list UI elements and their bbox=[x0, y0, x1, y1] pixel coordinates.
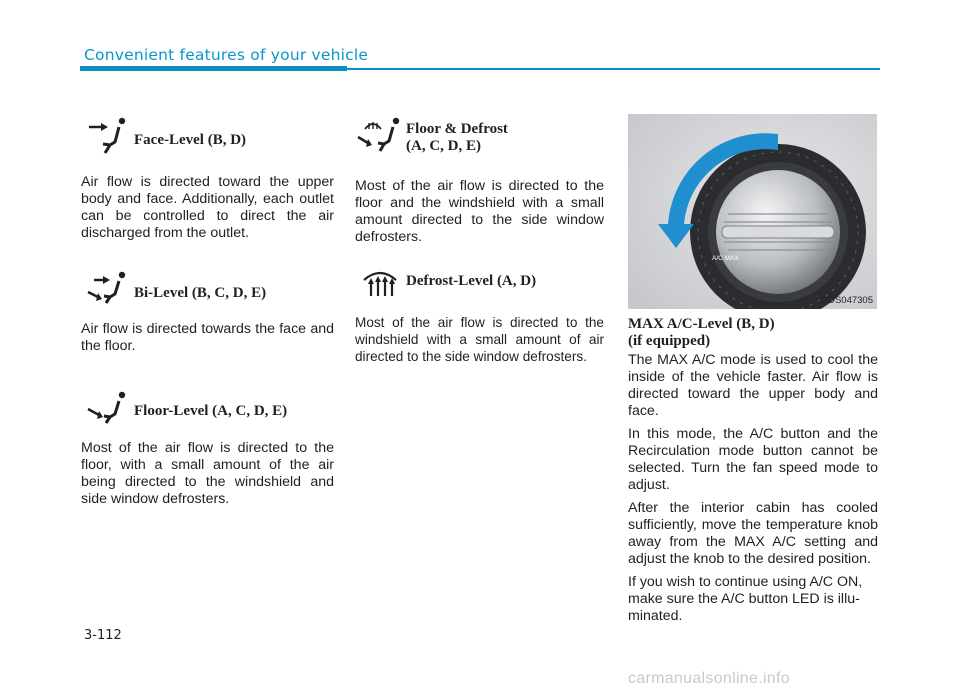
floor-level-description: Most of the air flow is directed to the floor, with a small amount of the air being directed to the windshield and side window defrosters. bbox=[81, 440, 334, 507]
max-ac-paragraph: In this mode, the A/C button and the Recirculation mode button cannot be selected. Turn the fan speed mode to adjust. bbox=[628, 426, 878, 493]
defrost-description: Most of the air flow is directed to the windshield with a small amount of air directed to the side window defrosters. bbox=[355, 315, 604, 364]
header-rule-thin bbox=[347, 68, 880, 70]
face-level-icon bbox=[86, 115, 130, 155]
face-level-heading: Face-Level (B, D) bbox=[134, 132, 247, 148]
max-ac-heading-sub: (if equipped) bbox=[628, 333, 711, 349]
defrost-heading: Defrost-Level (A, D) bbox=[406, 273, 537, 289]
floor-level-heading: Floor-Level (A, C, D, E) bbox=[134, 403, 288, 419]
max-ac-description bbox=[628, 352, 878, 631]
header-rule-thick bbox=[80, 66, 347, 71]
watermark: carmanualsonline.info bbox=[628, 670, 790, 687]
face-level-description: Air flow is directed toward the upper body and face. Additionally, each outlet can be controlled to direct the air discharged from the outlet. bbox=[81, 174, 334, 241]
knob-illustration bbox=[628, 114, 877, 309]
max-ac-paragraph: If you wish to continue using A/C ON, make sure the A/C button LED is illu-minated. bbox=[628, 574, 863, 624]
floor-defrost-description: Most of the air flow is directed to the floor and the windshield with a small amount directed to the side window defrosters. bbox=[355, 178, 604, 245]
max-ac-paragraph: After the interior cabin has cooled sufficiently, move the temperature knob away from the MAX A/C setting and adjust the knob to the desired position. bbox=[628, 500, 878, 567]
photo-ac-label: A/C MAX bbox=[712, 255, 739, 262]
image-code: OOS047305 bbox=[820, 295, 873, 306]
floor-level-icon bbox=[86, 390, 130, 424]
max-ac-heading: MAX A/C-Level (B, D) bbox=[628, 316, 775, 332]
defrost-icon bbox=[360, 268, 400, 302]
max-ac-knob-photo bbox=[628, 114, 877, 309]
floor-defrost-heading: Floor & Defrost bbox=[406, 121, 508, 137]
floor-defrost-icon bbox=[356, 115, 404, 155]
max-ac-paragraph: The MAX A/C mode is used to cool the inside of the vehicle faster. Air flow is directed toward the upper body and face. bbox=[628, 352, 878, 419]
bi-level-description: Air flow is directed towards the face and the floor. bbox=[81, 321, 334, 354]
bi-level-icon bbox=[86, 270, 130, 304]
bi-level-heading: Bi-Level (B, C, D, E) bbox=[134, 285, 267, 301]
section-title: Convenient features of your vehicle bbox=[84, 46, 369, 64]
floor-defrost-heading-sub: (A, C, D, E) bbox=[406, 138, 481, 154]
page-number: 3-112 bbox=[84, 628, 122, 643]
